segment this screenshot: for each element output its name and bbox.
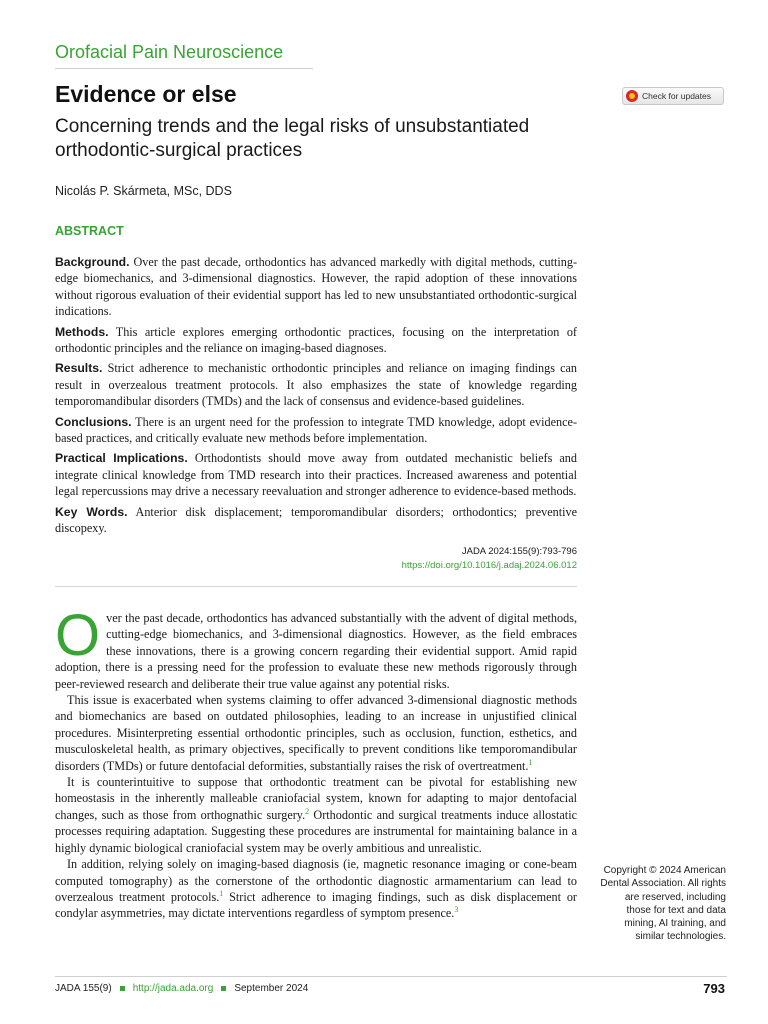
abstract-conclusions: Conclusions. There is an urgent need for the profession to integrate TMD knowledge, adopt evidence-based practices, and critically evaluate new methods before implementation. [55, 414, 578, 446]
reference-link[interactable]: 3 [454, 905, 459, 915]
drop-cap: O [55, 603, 101, 668]
abstract-methods: Methods. This article explores emerging orthodontic practices, focusing on the interpretation of orthodontic principles and the reliance on imaging-based diagnoses. [55, 324, 577, 356]
abstract-divider [55, 586, 577, 587]
abstract [55, 254, 577, 541]
abstract-background: Background. Over the past decade, orthodontics has advanced markedly with digital methods, cutting-edge biomechanics, and 3-dimensional diagnostics. However, the rapid adoption of these innovations without rigorous evaluation of their evidential support has led to new unsubstantiated orthodontic-surgical indications. [55, 255, 578, 319]
check-for-updates-button[interactable] [622, 87, 724, 105]
page-number: 793 [703, 981, 725, 996]
copyright-notice: Copyright © 2024 American Dental Association. All rights are reserved, including those for text and data mining, AI training, and similar technologies. [600, 865, 726, 943]
square-bullet-icon [221, 986, 226, 991]
reference-link[interactable]: 1 [528, 757, 533, 767]
author-line: Nicolás P. Skármeta, MSc, DDS [55, 184, 232, 198]
body-paragraph: In addition, relying solely on imaging-based diagnosis (ie, magnetic resonance imaging or cone-beam computed tomography) as the cornerstone of the orthodontic diagnostic armamentarium can lead to overzealous treatment protocols.$^1$ Strict adherence to imaging findings, such as disk displacement or condylar asymmetries, may dictate interventions regardless of symptom presence.$^3$ [55, 857, 577, 921]
square-bullet-icon [120, 986, 125, 991]
page-footer [55, 983, 308, 994]
footer-date: September 2024 [234, 983, 309, 994]
body-paragraph: This issue is exacerbated when systems claiming to offer advanced 3-dimensional diagnostic methods and biomechanics are based on outdated philosophies, leading to an increase in unjustified clinical procedures. Misinterpreting essential orthodontic principles, such as occlusion, function, esthetics, and musculoskeletal health, as primary objectives, specifically to prevent conditions like temporomandibular disorders (TMDs) or future dentofacial deformities, substantially raises the risk of overtreatment.$^1$ [55, 693, 577, 773]
journal-url-link[interactable]: http://jada.ada.org [132, 983, 214, 994]
article-title: Evidence or else [55, 81, 237, 107]
body-paragraph: Over the past decade, orthodontics has advanced substantially with the advent of digital methods, cutting-edge biomechanics, and 3-dimensional diagnostics. However, as the field embraces these innovations, there is a growing concern regarding their evidential support. Amid rapid adoption, there is a pressing need for the profession to evaluate these new methods rigorously through peer-reviewed research and deliberate their true value against any potential risks. [55, 603, 577, 691]
reference-link[interactable]: 1 [219, 888, 224, 898]
reference-link[interactable]: 2 [305, 806, 310, 816]
section-divider [55, 68, 313, 69]
abstract-practical-implications: Practical Implications. Orthodontists should move away from outdated mechanistic beliefs and integrate clinical knowledge from TMD research into their practices. Increased awareness and potential legal repercussions may drive a necessary reevaluation and stronger adherence to evidence-based methods. [55, 451, 577, 499]
citation-block [300, 545, 577, 573]
abstract-heading: ABSTRACT [55, 224, 124, 238]
crossmark-icon [626, 90, 638, 102]
article-subtitle: Concerning trends and the legal risks of unsubstantiated orthodontic-surgical practices [55, 116, 530, 161]
journal-citation: JADA 2024:155(9):793-796 [461, 546, 577, 557]
section-heading: Orofacial Pain Neuroscience [55, 42, 284, 62]
doi-link[interactable]: https://doi.org/10.1016/j.adaj.2024.06.012 [401, 560, 577, 571]
footer-divider [55, 976, 727, 977]
abstract-results: Results. Strict adherence to mechanistic orthodontic principles and reliance on imaging findings can result in overzealous treatment protocols. It also emphasizes the state of knowledge regarding temporomandibular disorders (TMDs) and the lack of consensus and evidence-based guidelines. [55, 361, 577, 409]
article-body [55, 603, 577, 922]
footer-journal: JADA 155(9) [55, 983, 112, 994]
check-for-updates-label: Check for updates [642, 91, 711, 101]
body-paragraph: It is counterintuitive to suppose that orthodontic treatment can be pivotal for establishing new homeostasis in the inherently malleable craniofacial system, known for adapting to major dentofacial changes, such as those from orthognathic surgery.$^2$ Orthodontic and surgical treatments induce allostatic processes requiring adaptation. Suggesting these procedures are instrumental for maintaining balance in a highly dynamic biological craniofacial system may be overly ambitious and unrealistic. [55, 775, 577, 855]
abstract-key-words: Key Words. Anterior disk displacement; temporomandibular disorders; orthodontics; preventive discopexy. [55, 504, 577, 536]
